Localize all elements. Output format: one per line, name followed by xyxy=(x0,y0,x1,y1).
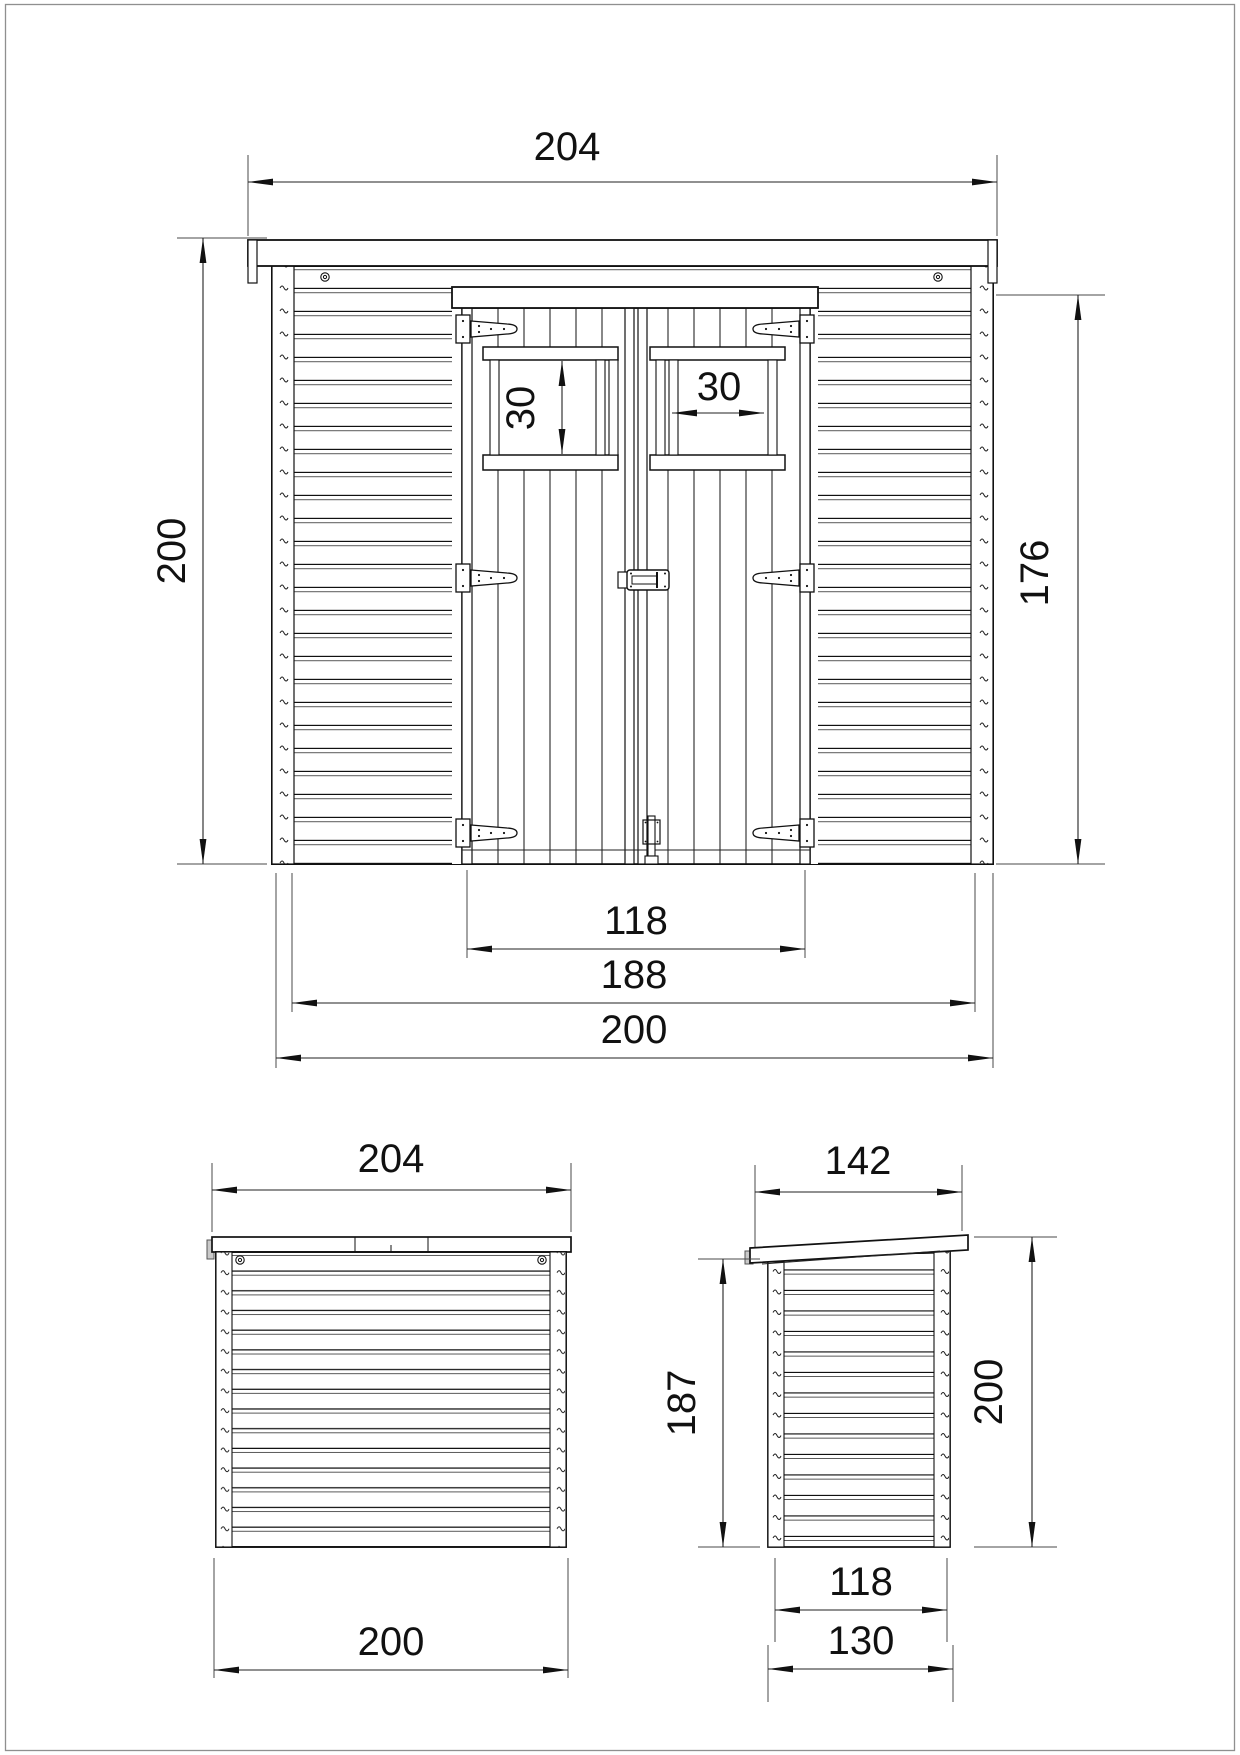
dim-label-side-total-height: 200 xyxy=(967,1358,1011,1426)
dim-label-front-left-height: 200 xyxy=(150,517,194,585)
front-left-corner-trim xyxy=(272,266,294,864)
dim-label-front-base-width: 200 xyxy=(600,1008,668,1052)
side-right-corner-trim xyxy=(934,1250,950,1547)
side-left-corner-trim xyxy=(768,1262,784,1547)
screw-icon xyxy=(934,273,942,281)
dim-label-side-inner-depth: 118 xyxy=(829,1560,893,1604)
front-view xyxy=(150,125,1105,1068)
screw-icon xyxy=(538,1256,546,1264)
door-lintel xyxy=(452,287,818,308)
back-left-corner-trim xyxy=(216,1252,232,1547)
back-right-corner-trim xyxy=(550,1252,566,1547)
front-roof-fascia xyxy=(248,240,997,266)
dim-front-roof-width xyxy=(248,125,997,236)
double-door xyxy=(452,287,818,864)
dim-label-window-width: 30 xyxy=(696,365,742,409)
dim-label-front-right-height: 176 xyxy=(1013,539,1057,607)
dim-label-door-opening-width: 118 xyxy=(604,899,668,943)
dim-label-front-roof-width: 204 xyxy=(533,125,601,169)
back-view xyxy=(207,1137,571,1678)
dim-back-base-width xyxy=(214,1558,568,1678)
dim-label-back-roof-width: 204 xyxy=(357,1137,425,1181)
front-right-corner-trim xyxy=(971,266,993,864)
dim-label-side-roof-depth: 142 xyxy=(824,1139,892,1183)
dim-label-back-base-width: 200 xyxy=(357,1620,425,1664)
front-roof-right-cap xyxy=(988,240,997,283)
back-wall-siding xyxy=(216,1252,566,1547)
dim-back-roof-width xyxy=(212,1137,571,1232)
dim-side-base-depth xyxy=(768,1619,953,1702)
dim-label-front-frame-width: 188 xyxy=(600,953,668,997)
front-roof-left-cap xyxy=(248,240,257,283)
screw-icon xyxy=(321,273,329,281)
dim-side-total-height xyxy=(967,1237,1057,1547)
dim-front-left-height xyxy=(150,238,267,864)
side-view xyxy=(660,1139,1057,1702)
latch-icon xyxy=(618,570,669,590)
screw-icon xyxy=(236,1256,244,1264)
side-wall-siding xyxy=(768,1249,950,1547)
dim-side-wall-height xyxy=(660,1259,760,1547)
dim-label-side-base-depth: 130 xyxy=(827,1619,895,1663)
dim-label-side-wall-height: 187 xyxy=(660,1369,704,1437)
dim-door-opening-width xyxy=(467,870,805,958)
dim-side-roof-depth xyxy=(755,1139,962,1247)
dim-label-window-height: 30 xyxy=(499,385,543,431)
dim-front-right-height xyxy=(996,295,1105,864)
